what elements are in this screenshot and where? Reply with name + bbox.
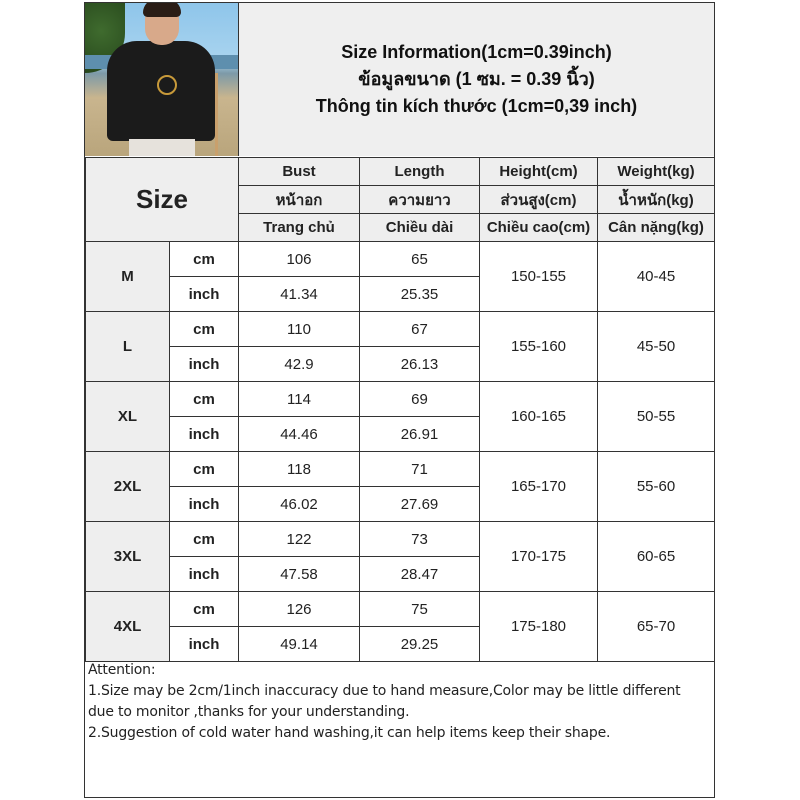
table-row <box>86 382 715 417</box>
size-chart-sheet <box>84 2 715 798</box>
col-length-vi: Chiều dài <box>360 214 480 242</box>
bust-cm: 106 <box>239 242 360 277</box>
notes-line: 2.Suggestion of cold water hand washing,it can help items keep their shape. <box>88 725 611 741</box>
product-photo <box>85 3 239 156</box>
col-length-th: ความยาว <box>360 186 480 214</box>
title-thai: ข้อมูลขนาด (1 ซม. = 0.39 นิ้ว) <box>358 69 595 89</box>
table-row <box>86 312 715 347</box>
bust-inch: 41.34 <box>239 277 360 312</box>
weight-range: 60-65 <box>598 522 715 592</box>
unit-inch: inch <box>170 277 239 312</box>
length-cm: 75 <box>360 592 480 627</box>
bust-cm: 118 <box>239 452 360 487</box>
size-label: L <box>86 312 170 382</box>
length-inch: 25.35 <box>360 277 480 312</box>
col-height-en: Height(cm) <box>480 158 598 186</box>
weight-range: 40-45 <box>598 242 715 312</box>
unit-cm: cm <box>170 382 239 417</box>
table-row <box>86 452 715 487</box>
height-range: 160-165 <box>480 382 598 452</box>
length-cm: 73 <box>360 522 480 557</box>
bust-inch: 46.02 <box>239 487 360 522</box>
size-label: 3XL <box>86 522 170 592</box>
bust-inch: 47.58 <box>239 557 360 592</box>
unit-inch: inch <box>170 487 239 522</box>
notes-heading: Attention: <box>88 662 156 678</box>
height-range: 155-160 <box>480 312 598 382</box>
shirt-logo-icon <box>157 75 177 95</box>
length-inch: 26.91 <box>360 417 480 452</box>
col-height-vi: Chiều cao(cm) <box>480 214 598 242</box>
unit-cm: cm <box>170 522 239 557</box>
bust-cm: 114 <box>239 382 360 417</box>
height-range: 175-180 <box>480 592 598 662</box>
bust-cm: 110 <box>239 312 360 347</box>
unit-inch: inch <box>170 347 239 382</box>
bust-inch: 42.9 <box>239 347 360 382</box>
bust-cm: 122 <box>239 522 360 557</box>
col-weight-th: น้ำหนัก(kg) <box>598 186 715 214</box>
size-label: XL <box>86 382 170 452</box>
col-bust-vi: Trang chủ <box>239 214 360 242</box>
length-inch: 29.25 <box>360 627 480 662</box>
size-label: 2XL <box>86 452 170 522</box>
length-cm: 65 <box>360 242 480 277</box>
length-cm: 69 <box>360 382 480 417</box>
unit-inch: inch <box>170 627 239 662</box>
length-cm: 71 <box>360 452 480 487</box>
size-label: M <box>86 242 170 312</box>
unit-inch: inch <box>170 557 239 592</box>
chart-title <box>239 3 714 156</box>
col-weight-en: Weight(kg) <box>598 158 715 186</box>
length-inch: 26.13 <box>360 347 480 382</box>
weight-range: 55-60 <box>598 452 715 522</box>
height-range: 170-175 <box>480 522 598 592</box>
unit-inch: inch <box>170 417 239 452</box>
unit-cm: cm <box>170 242 239 277</box>
table-row <box>86 592 715 627</box>
notes-line: due to monitor ,thanks for your understanding. <box>88 704 410 720</box>
length-inch: 27.69 <box>360 487 480 522</box>
weight-range: 50-55 <box>598 382 715 452</box>
length-inch: 28.47 <box>360 557 480 592</box>
col-height-th: ส่วนสูง(cm) <box>480 186 598 214</box>
unit-cm: cm <box>170 312 239 347</box>
height-range: 150-155 <box>480 242 598 312</box>
bust-inch: 49.14 <box>239 627 360 662</box>
unit-cm: cm <box>170 592 239 627</box>
title-vietnamese: Thông tin kích thước (1cm=0,39 inch) <box>315 96 638 116</box>
table-row <box>86 522 715 557</box>
col-bust-th: หน้าอก <box>239 186 360 214</box>
height-range: 165-170 <box>480 452 598 522</box>
bust-inch: 44.46 <box>239 417 360 452</box>
weight-range: 65-70 <box>598 592 715 662</box>
size-table <box>85 157 715 662</box>
notes-line: 1.Size may be 2cm/1inch inaccuracy due to hand measure,Color may be little different <box>88 683 681 699</box>
size-header: Size <box>86 158 239 242</box>
col-length-en: Length <box>360 158 480 186</box>
bust-cm: 126 <box>239 592 360 627</box>
title-english: Size Information(1cm=0.39inch) <box>341 42 612 62</box>
col-bust-en: Bust <box>239 158 360 186</box>
size-label: 4XL <box>86 592 170 662</box>
table-row <box>86 242 715 277</box>
weight-range: 45-50 <box>598 312 715 382</box>
col-weight-vi: Cân nặng(kg) <box>598 214 715 242</box>
attention-notes <box>85 658 714 797</box>
chart-header <box>85 3 714 158</box>
length-cm: 67 <box>360 312 480 347</box>
unit-cm: cm <box>170 452 239 487</box>
